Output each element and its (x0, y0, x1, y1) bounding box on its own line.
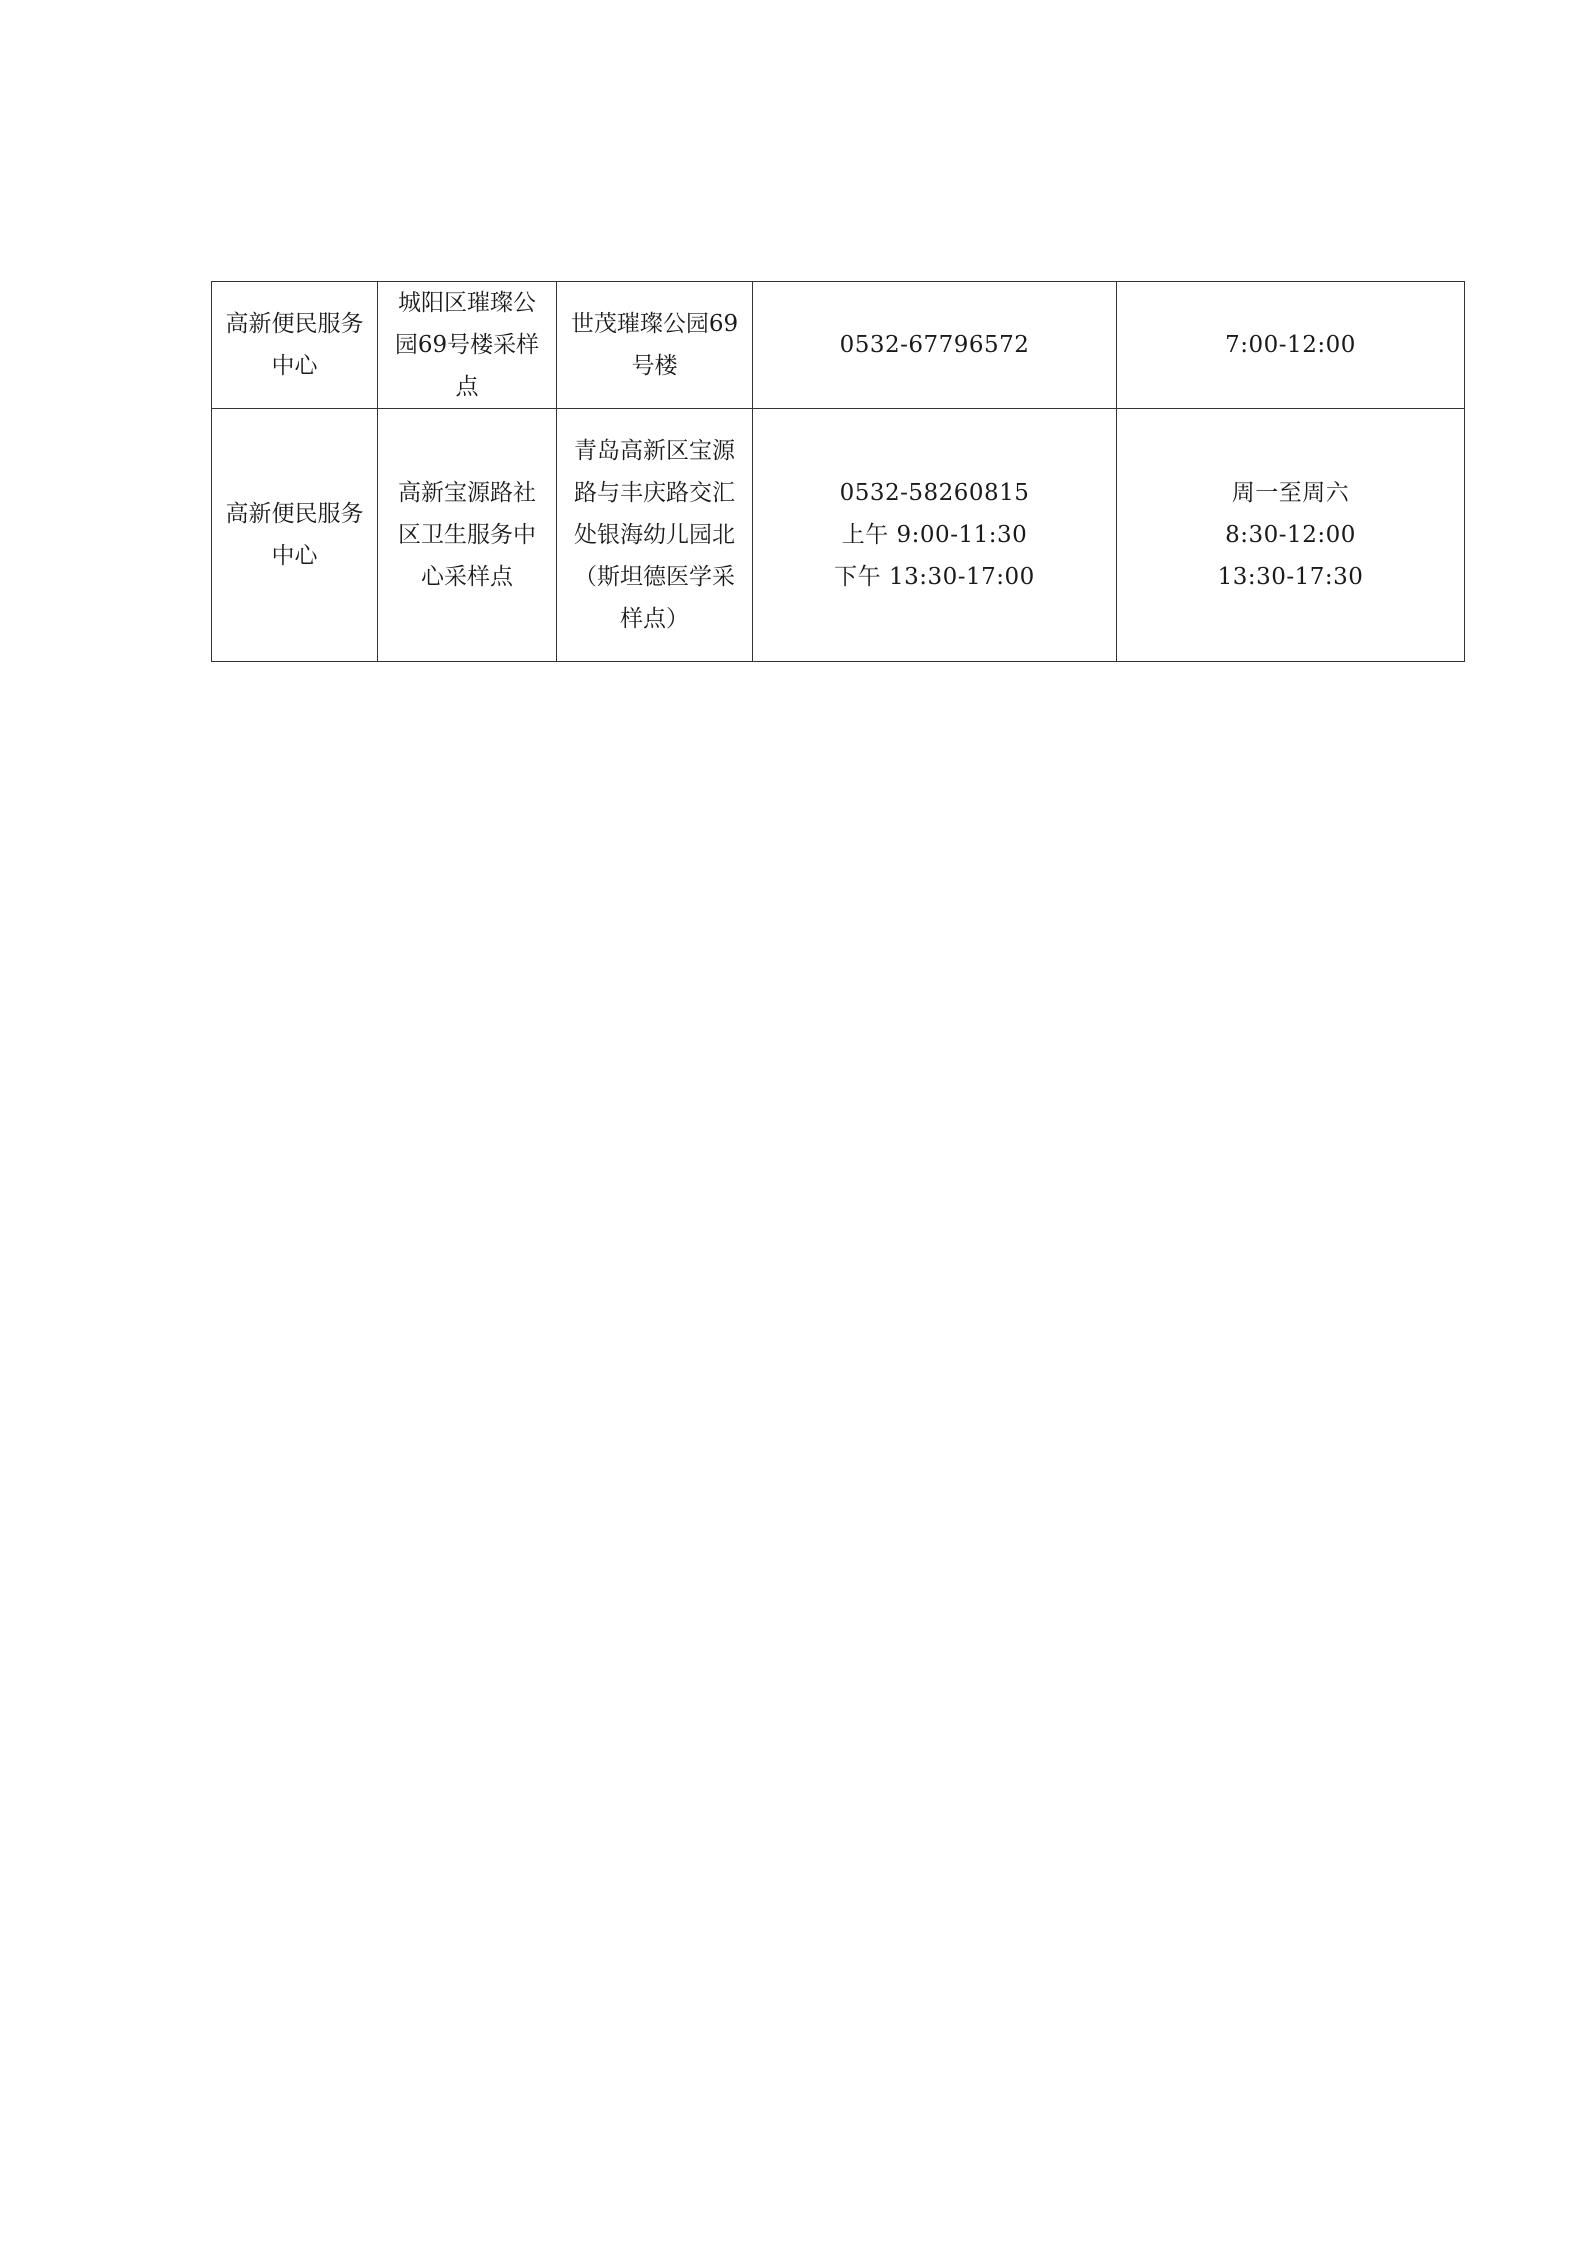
phone-number: 0532-58260815 (839, 480, 1030, 506)
contact-cell (753, 282, 1117, 409)
morning-hours: 上午 9:00-11:30 (841, 522, 1028, 548)
service-center-cell: 高新便民服务中心 (212, 282, 378, 409)
table-row (212, 282, 1465, 409)
days-line: 周一至周六 (1231, 480, 1350, 506)
address-cell: 青岛高新区宝源路与丰庆路交汇处银海幼儿园北（斯坦德医学采样点） (557, 409, 753, 662)
hours-cell (1117, 409, 1465, 662)
hours-line: 13:30-17:30 (1217, 564, 1364, 590)
sampling-site-cell: 城阳区璀璨公园69号楼采样点 (378, 282, 557, 409)
hours-cell (1117, 282, 1465, 409)
sampling-sites-table (211, 281, 1465, 662)
phone-number: 0532-67796572 (839, 332, 1030, 358)
address-cell: 世茂璀璨公园69号楼 (557, 282, 753, 409)
table-row (212, 409, 1465, 662)
hours-line: 8:30-12:00 (1225, 522, 1356, 548)
service-center-cell: 高新便民服务中心 (212, 409, 378, 662)
afternoon-hours: 下午 13:30-17:00 (834, 564, 1035, 590)
contact-cell (753, 409, 1117, 662)
sampling-site-cell: 高新宝源路社区卫生服务中心采样点 (378, 409, 557, 662)
hours-line: 7:00-12:00 (1225, 332, 1356, 358)
